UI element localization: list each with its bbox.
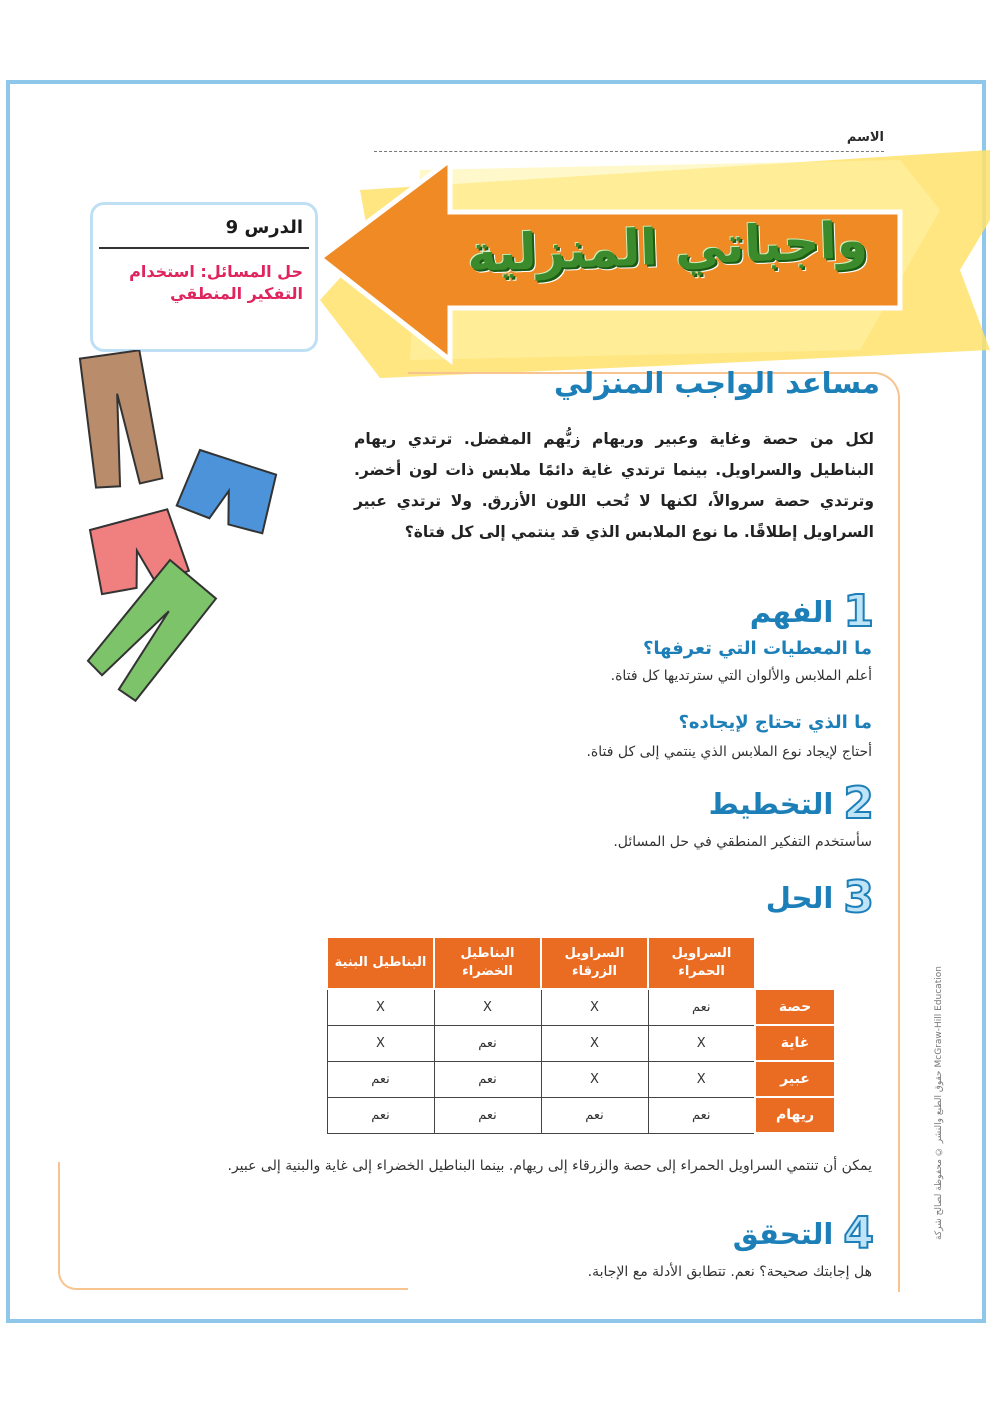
- step-title: التحقق: [732, 1217, 834, 1251]
- row-header: حصة: [755, 989, 835, 1025]
- question-find: ما الذي تحتاج لإيجاده؟: [678, 712, 872, 733]
- row-header: ريهام: [755, 1097, 835, 1133]
- step-number: 2: [843, 778, 874, 829]
- table-cell: X: [648, 1061, 755, 1097]
- lesson-card: [90, 202, 318, 352]
- helper-border-bottom-left: [58, 1162, 408, 1290]
- table-cell: X: [648, 1025, 755, 1061]
- table-cell: X: [327, 1025, 434, 1061]
- answer-find: أحتاج لإيجاد نوع الملابس الذي ينتمي إلى كل فتاة.: [586, 744, 872, 760]
- table-cell: X: [434, 989, 541, 1025]
- name-field-row[interactable]: [374, 130, 884, 152]
- step-check: [732, 1208, 874, 1259]
- step-solve: [765, 872, 874, 923]
- table-cell: نعم: [434, 1061, 541, 1097]
- table-cell: نعم: [434, 1025, 541, 1061]
- step-number: 1: [843, 586, 874, 637]
- answer-known: أعلم الملابس والألوان التي سترتديها كل فتاة.: [610, 668, 872, 684]
- step-number: 4: [843, 1208, 874, 1259]
- table-corner: [755, 937, 835, 989]
- table-row: [327, 989, 835, 1025]
- lesson-divider: [99, 247, 309, 249]
- column-header: البناطيل الخضراء: [434, 937, 541, 989]
- logic-table: [326, 936, 836, 1134]
- table-cell: X: [327, 989, 434, 1025]
- table-cell: X: [541, 1061, 648, 1097]
- page-title: واجباتي المنزلية: [466, 211, 869, 283]
- row-header: عبير: [755, 1061, 835, 1097]
- table-cell: نعم: [541, 1097, 648, 1133]
- table-header-row: [327, 937, 835, 989]
- question-known: ما المعطيات التي تعرفها؟: [642, 638, 872, 659]
- table-cell: نعم: [648, 1097, 755, 1133]
- table-cell: X: [541, 989, 648, 1025]
- row-header: غاية: [755, 1025, 835, 1061]
- lesson-number: الدرس 9: [225, 217, 303, 238]
- step-title: الفهم: [749, 595, 834, 629]
- step-title: الحل: [765, 881, 834, 915]
- brown-pants-icon: [78, 350, 163, 490]
- step-understand: [749, 586, 874, 637]
- copyright-credit: حقوق الطبع والنشر © محفوظة لصالح شركة McGraw-Hill Education: [934, 966, 944, 1240]
- table-cell: X: [541, 1025, 648, 1061]
- table-cell: نعم: [327, 1061, 434, 1097]
- step-plan: [708, 778, 874, 829]
- table-row: [327, 1097, 835, 1133]
- table-row: [327, 1061, 835, 1097]
- table-cell: نعم: [648, 989, 755, 1025]
- column-header: البناطيل البنية: [327, 937, 434, 989]
- check-text: هل إجابتك صحيحة؟ نعم. تتطابق الأدلة مع الإجابة.: [587, 1264, 872, 1280]
- plan-text: سأستخدم التفكير المنطقي في حل المسائل.: [613, 834, 872, 850]
- lesson-subject: حل المسائل: استخدام التفكير المنطقي: [129, 262, 303, 303]
- table-cell: نعم: [327, 1097, 434, 1133]
- solution-text: يمكن أن تنتمي السراويل الحمراء إلى حصة والزرقاء إلى ريهام. بينما البناطيل الخضراء إلى غاية والبنية إلى عبير.: [227, 1158, 872, 1174]
- clothes-illustration: [30, 350, 330, 730]
- step-title: التخطيط: [708, 787, 834, 821]
- step-number: 3: [843, 872, 874, 923]
- helper-title: مساعد الواجب المنزلي: [553, 366, 880, 400]
- name-label: الاسم: [846, 130, 884, 145]
- table-cell: نعم: [434, 1097, 541, 1133]
- table-row: [327, 1025, 835, 1061]
- problem-text: لكل من حصة وغاية وعبير وريهام زيُّهم المفضل. ترتدي ريهام البناطيل والسراويل. بينما ترتدي غاية دائمًا ملابس ذات لون أخضر. وترتدي حصة سروالاً، لكنها لا تُحب اللون الأزرق. ولا ترتدي عبير السراويل إطلاقًا. ما نوع الملابس الذي قد ينتمي إلى كل فتاة؟: [354, 430, 874, 541]
- blue-shorts-icon: [176, 448, 281, 535]
- column-header: السراويل الزرقاء: [541, 937, 648, 989]
- column-header: السراويل الحمراء: [648, 937, 755, 989]
